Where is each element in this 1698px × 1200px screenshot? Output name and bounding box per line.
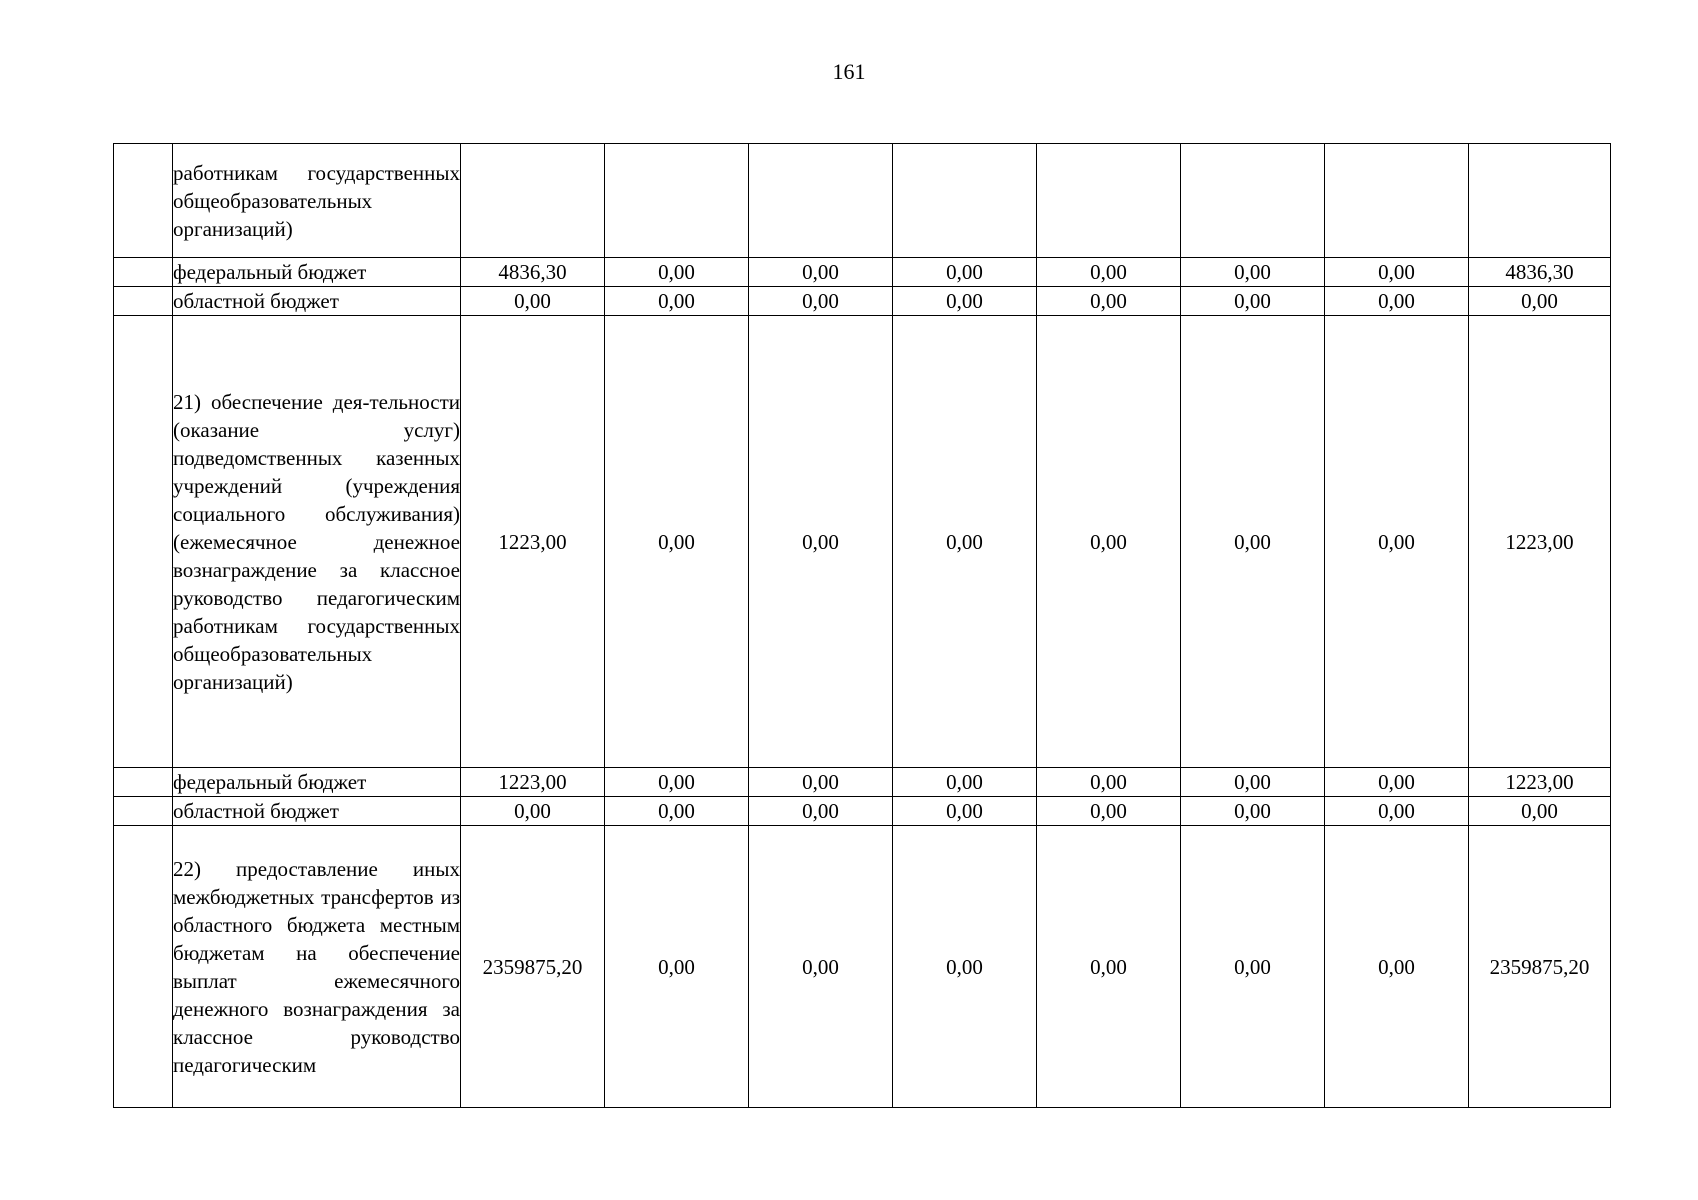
value-cell: 0,00 <box>749 287 893 316</box>
row-number-cell <box>114 768 173 797</box>
budget-table <box>113 143 1611 1108</box>
value-cell: 0,00 <box>1469 797 1611 826</box>
row-number-cell <box>114 287 173 316</box>
row-description: областной бюджет <box>173 287 461 316</box>
value-cell: 1223,00 <box>461 768 605 797</box>
value-cell: 0,00 <box>605 826 749 1108</box>
value-cell <box>605 144 749 258</box>
table-row <box>114 144 1611 258</box>
row-description: 22) предоставление иных межбюджетных трансфертов из областного бюджета местным бюджетам на обеспечение выплат ежемесячного денежного вознаграждения за классное руководство педагогическим <box>173 826 461 1108</box>
row-number-cell <box>114 316 173 768</box>
value-cell: 0,00 <box>1037 768 1181 797</box>
value-cell: 0,00 <box>893 258 1037 287</box>
value-cell: 0,00 <box>1325 826 1469 1108</box>
value-cell: 0,00 <box>893 287 1037 316</box>
value-cell <box>1469 144 1611 258</box>
value-cell: 2359875,20 <box>1469 826 1611 1108</box>
value-cell: 0,00 <box>461 287 605 316</box>
value-cell: 0,00 <box>1037 316 1181 768</box>
value-cell: 0,00 <box>1325 797 1469 826</box>
value-cell <box>1325 144 1469 258</box>
value-cell: 0,00 <box>1469 287 1611 316</box>
row-description: федеральный бюджет <box>173 768 461 797</box>
table-row <box>114 258 1611 287</box>
value-cell: 0,00 <box>1325 258 1469 287</box>
value-cell: 0,00 <box>1181 768 1325 797</box>
page-number: 161 <box>832 59 866 84</box>
value-cell: 0,00 <box>1325 768 1469 797</box>
value-cell: 0,00 <box>893 826 1037 1108</box>
value-cell: 1223,00 <box>1469 316 1611 768</box>
value-cell: 0,00 <box>749 797 893 826</box>
value-cell: 4836,30 <box>1469 258 1611 287</box>
value-cell <box>461 144 605 258</box>
value-cell: 0,00 <box>605 258 749 287</box>
value-cell: 0,00 <box>605 768 749 797</box>
value-cell: 0,00 <box>1037 797 1181 826</box>
value-cell: 0,00 <box>605 316 749 768</box>
value-cell: 0,00 <box>1037 287 1181 316</box>
value-cell: 0,00 <box>893 768 1037 797</box>
value-cell: 0,00 <box>1181 258 1325 287</box>
value-cell: 0,00 <box>1181 287 1325 316</box>
table-row <box>114 287 1611 316</box>
value-cell: 0,00 <box>1181 316 1325 768</box>
value-cell: 0,00 <box>893 797 1037 826</box>
value-cell: 0,00 <box>893 316 1037 768</box>
value-cell: 1223,00 <box>1469 768 1611 797</box>
row-number-cell <box>114 797 173 826</box>
table-row <box>114 797 1611 826</box>
row-number-cell <box>114 258 173 287</box>
table-row <box>114 826 1611 1108</box>
value-cell: 0,00 <box>1325 316 1469 768</box>
table-body <box>114 144 1611 1108</box>
value-cell: 4836,30 <box>461 258 605 287</box>
row-description: работникам государственных общеобразовательных организаций) <box>173 144 461 258</box>
row-number-cell <box>114 144 173 258</box>
value-cell <box>749 144 893 258</box>
row-description: 21) обеспечение дея-тельности (оказание услуг) подведомственных казенных учреждений (учреждения социального обслуживания) (ежемесячное денежное вознаграждение за классное руководство педагогическим работникам государственных общеобразовательных организаций) <box>173 316 461 768</box>
value-cell <box>1181 144 1325 258</box>
value-cell: 0,00 <box>749 768 893 797</box>
value-cell: 0,00 <box>1181 797 1325 826</box>
value-cell <box>893 144 1037 258</box>
value-cell: 0,00 <box>749 316 893 768</box>
value-cell: 0,00 <box>1037 258 1181 287</box>
row-number-cell <box>114 826 173 1108</box>
value-cell: 0,00 <box>1037 826 1181 1108</box>
value-cell: 2359875,20 <box>461 826 605 1108</box>
table-row <box>114 768 1611 797</box>
table-row <box>114 316 1611 768</box>
row-description: федеральный бюджет <box>173 258 461 287</box>
value-cell: 0,00 <box>749 258 893 287</box>
value-cell: 0,00 <box>749 826 893 1108</box>
value-cell: 0,00 <box>1325 287 1469 316</box>
value-cell: 0,00 <box>605 797 749 826</box>
value-cell <box>1037 144 1181 258</box>
value-cell: 1223,00 <box>461 316 605 768</box>
value-cell: 0,00 <box>605 287 749 316</box>
row-description: областной бюджет <box>173 797 461 826</box>
value-cell: 0,00 <box>461 797 605 826</box>
value-cell: 0,00 <box>1181 826 1325 1108</box>
